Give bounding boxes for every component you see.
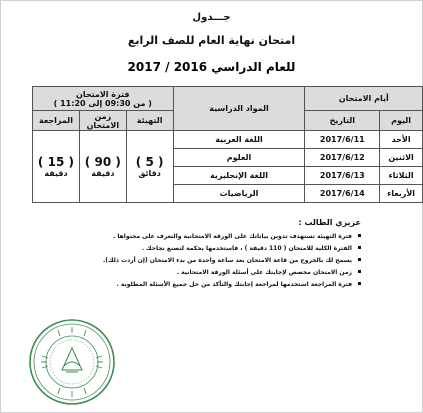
row-day: الأحد [380,131,423,149]
row-date: 2017/6/11 [305,131,380,149]
row-date: 2017/6/12 [305,149,380,167]
days-group-header: أيام الامتحان [305,87,423,111]
day-header: اليوم [380,111,423,131]
row-date: 2017/6/14 [305,185,380,203]
exam-schedule-table [32,86,423,203]
review-unit: دقيقة [44,168,68,178]
exam-subtitle: امتحان نهاية العام للصف الرابع [127,34,296,47]
note-item: زمن الامتحان مخصص لإجابتك على أسئلة الورقة الامتحانية . [31,268,361,277]
notes-title: عزيزي الطالب : [298,218,361,227]
subjects-header: المواد الدراسية [173,87,305,131]
academic-year: للعام الدراسي 2016 / 2017 [127,60,296,74]
row-subject: اللغة الإنجليزية [173,167,305,185]
period-header [33,87,174,111]
prep-unit: دقائق [138,168,161,178]
row-day: الثلاثاء [380,167,423,185]
prep-duration [126,131,173,203]
row-day: الاثنين [380,149,423,167]
date-header: التاريخ [305,111,380,131]
note-item: الفترة الكلية للامتحان ( 110 دقيقة ) ، فاستخدمها بحكمة لتصنع نجاحك . [31,244,361,253]
notes-list [31,232,361,292]
exam-duration [79,131,126,203]
note-item: فترة التهيئة تستهدف تدوين بياناتك على الورقة الامتحانية والتعرف على محتواها . [31,232,361,241]
note-item: فترة المراجعة استخدمها لمراجعة إجابتك والتأكد من حل جميع الأسئلة المطلوبة . [31,280,361,289]
row-subject: اللغة العربية [173,131,305,149]
row-subject: العلوم [173,149,305,167]
ministry-seal-logo [28,318,116,406]
row-subject: الرياضيات [173,185,305,203]
row-day: الأربعاء [380,185,423,203]
exam-value: ( 90 ) [84,154,121,169]
period-time: ( من 09:30 إلى 11:20 ) [53,98,152,108]
exam-time-header: زمن الامتحان [79,111,126,131]
review-value: ( 15 ) [37,154,74,169]
row-date: 2017/6/13 [305,167,380,185]
period-title: فترة الامتحان [76,89,130,99]
prep-header: التهيئة [126,111,173,131]
note-item: يسمح لك بالخروج من قاعة الامتحان بعد ساعة واحدة من بدء الامتحان (إن أردت ذلك). [31,256,361,265]
exam-unit: دقيقة [91,168,115,178]
review-duration [33,131,80,203]
prep-value: ( 5 ) [135,154,164,169]
page-title: جـــدول [192,12,231,23]
review-header: المراجعة [33,111,80,131]
